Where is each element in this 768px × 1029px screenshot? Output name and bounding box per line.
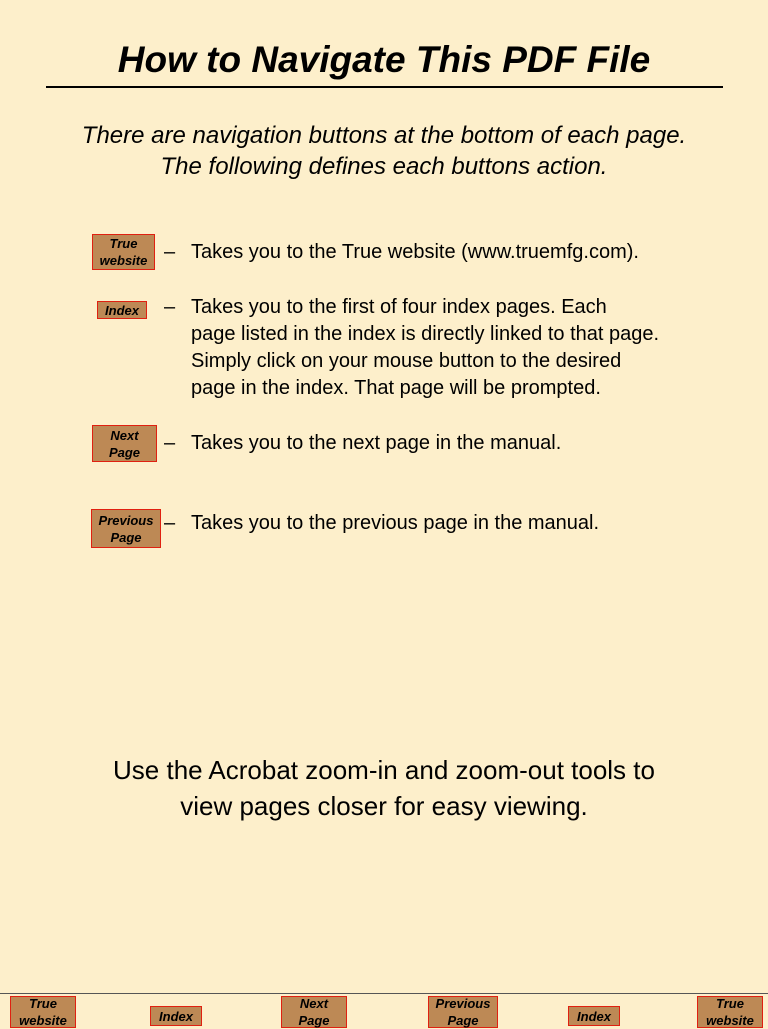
nav-button-label: True website — [19, 996, 67, 1028]
nav-button-label: Index — [577, 1008, 611, 1024]
description-line: page listed in the index is directly linked to that page. — [191, 323, 660, 345]
legend-next-page-description — [191, 430, 561, 457]
legend-dash: – — [164, 432, 176, 454]
legend-previous-page-button[interactable] — [91, 509, 161, 548]
zoom-line-2: view pages closer for easy viewing. — [180, 791, 588, 821]
legend-next-page-label: Next Page — [108, 427, 141, 460]
legend-next-page-button[interactable] — [92, 425, 157, 462]
legend-true-website-description — [191, 239, 639, 266]
nav-button-label: Previous Page — [435, 996, 491, 1028]
description-line: Takes you to the True website (www.truemfg.com). — [191, 241, 639, 263]
nav-previous-page-button[interactable] — [428, 996, 498, 1028]
nav-index-button[interactable] — [150, 1006, 202, 1026]
legend-dash: – — [164, 241, 176, 263]
description-line: page in the index. That page will be prompted. — [191, 377, 601, 399]
description-line: Takes you to the previous page in the manual. — [191, 512, 600, 534]
legend-index-button[interactable] — [97, 301, 147, 319]
nav-true-website-button[interactable] — [10, 996, 76, 1028]
nav-button-label: True website — [706, 996, 754, 1028]
nav-index-button[interactable] — [568, 1006, 620, 1026]
page-title: How to Navigate This PDF File — [117, 39, 651, 80]
bottom-navigation-bar — [0, 993, 768, 1028]
nav-button-label: Index — [159, 1008, 193, 1024]
description-line: Takes you to the first of four index pages. Each — [191, 296, 607, 318]
intro-line-2: The following defines each buttons action. — [160, 153, 608, 180]
description-line: Simply click on your mouse button to the desired — [191, 350, 622, 372]
nav-button-label: Next Page — [298, 996, 330, 1028]
legend-previous-page-label: Previous Page — [98, 512, 154, 545]
intro-line-1: There are navigation buttons at the bottom of each page. — [81, 122, 687, 149]
legend-previous-page-description — [191, 510, 599, 537]
description-line: Takes you to the next page in the manual. — [191, 432, 562, 454]
nav-next-page-button[interactable] — [281, 996, 347, 1028]
legend-true-website-label: True website — [99, 236, 148, 268]
legend-dash: – — [164, 512, 176, 534]
title-underline — [46, 86, 723, 88]
zoom-instructions — [0, 752, 768, 824]
nav-true-website-button[interactable] — [697, 996, 763, 1028]
zoom-line-1: Use the Acrobat zoom-in and zoom-out tools to — [113, 755, 655, 785]
intro-text — [0, 120, 768, 182]
legend-true-website-button[interactable] — [92, 234, 155, 270]
legend-dash: – — [164, 296, 176, 318]
legend-index-description — [191, 294, 659, 402]
legend-index-label: Index — [105, 302, 139, 318]
